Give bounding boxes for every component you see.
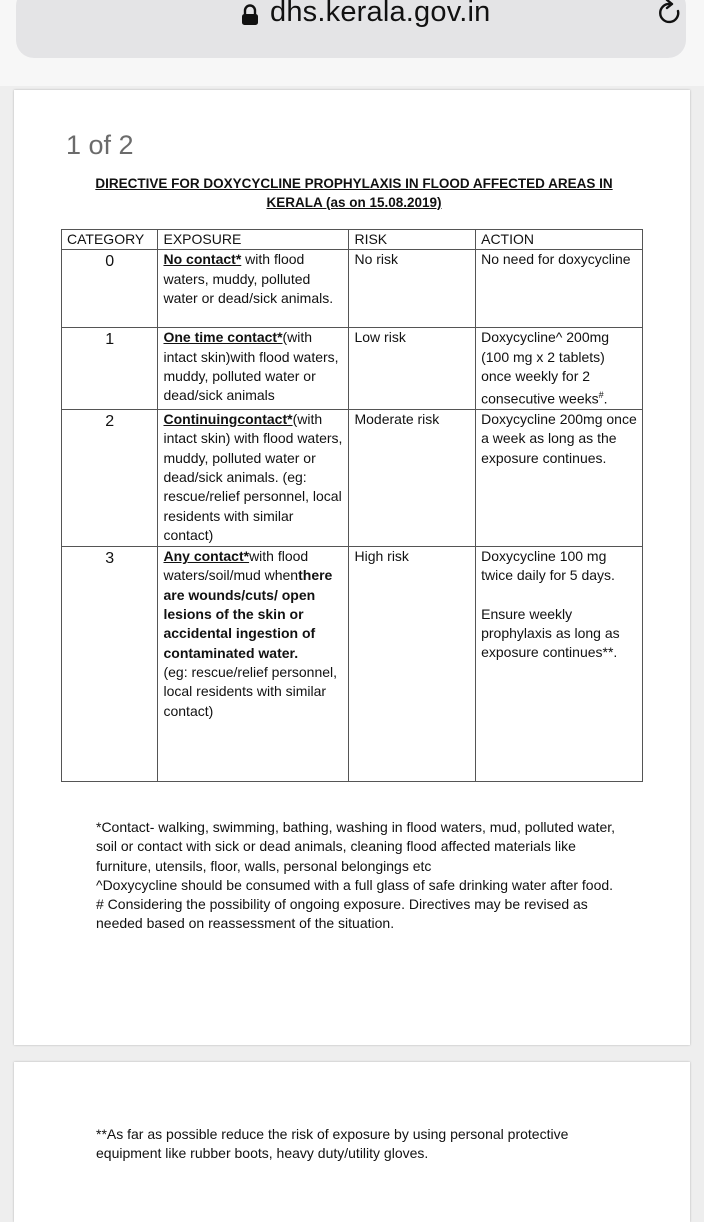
lock-icon: [240, 4, 260, 26]
category-cell: 1: [62, 328, 158, 410]
document-title: DIRECTIVE FOR DOXYCYCLINE PROPHYLAXIS IN FLOOD AFFECTED AREAS IN KERALA (as on 15.08.2019): [95, 176, 613, 210]
table-row: [62, 410, 643, 547]
table-row: [62, 547, 643, 782]
address-bar[interactable]: [16, 0, 686, 58]
risk-cell: Moderate risk: [349, 410, 476, 547]
category-cell: 3: [62, 547, 158, 782]
exposure-cell: No contact* with flood waters, muddy, polluted water or dead/sick animals.: [158, 250, 349, 328]
exposure-cell: Continuingcontact*(with intact skin) with flood waters, muddy, polluted water or dead/sick animals. (eg: rescue/relief personnel, local residents with similar contact): [158, 410, 349, 547]
risk-cell: No risk: [349, 250, 476, 328]
category-cell: 2: [62, 410, 158, 547]
column-header: RISK: [349, 230, 476, 250]
footnotes: [96, 818, 616, 934]
action-cell: No need for doxycycline: [476, 250, 643, 328]
action-cell: Doxycycline 200mg once a week as long as the exposure continues.: [476, 410, 643, 547]
pdf-page-1: [14, 90, 690, 1045]
column-header: EXPOSURE: [158, 230, 349, 250]
risk-cell: Low risk: [349, 328, 476, 410]
prophylaxis-table: [61, 229, 643, 782]
category-cell: 0: [62, 250, 158, 328]
pdf-page-2: [14, 1062, 690, 1222]
risk-cell: High risk: [349, 547, 476, 782]
table-header-row: [62, 230, 643, 250]
footnote: # Considering the possibility of ongoing exposure. Directives may be revised as needed based on reassessment of the situation.: [96, 896, 588, 932]
url-text: dhs.kerala.gov.in: [270, 0, 491, 28]
table-row: [62, 328, 643, 410]
reload-icon[interactable]: [656, 0, 684, 28]
column-header: ACTION: [476, 230, 643, 250]
footnote: *Contact- walking, swimming, bathing, washing in flood waters, mud, polluted water, soil or contact with sick or dead animals, cleaning flood affected materials like furniture, utensils, floor, walls, personal belongings etc: [96, 819, 616, 874]
column-header: CATEGORY: [62, 230, 158, 250]
footnote: **As far as possible reduce the risk of exposure by using personal protective equipment like rubber boots, heavy duty/utility gloves.: [96, 1126, 569, 1162]
action-cell: Doxycycline^ 200mg (100 mg x 2 tablets) once weekly for 2 consecutive weeks#.: [476, 328, 643, 410]
exposure-cell: Any contact*with flood waters/soil/mud whenthere are wounds/cuts/ open lesions of the skin or accidental ingestion of contaminated water. (eg: rescue/relief personnel, local residents with similar contact): [158, 547, 349, 782]
browser-toolbar: [0, 0, 704, 86]
table-row: [62, 250, 643, 328]
footnote: ^Doxycycline should be consumed with a full glass of safe drinking water after food.: [96, 876, 614, 893]
page-counter: 1 of 2: [66, 130, 134, 160]
exposure-cell: One time contact*(with intact skin)with flood waters, muddy, polluted water or dead/sick animals: [158, 328, 349, 410]
action-cell: Doxycycline 100 mg twice daily for 5 days. Ensure weekly prophylaxis as long as exposure continues**.: [476, 547, 643, 782]
